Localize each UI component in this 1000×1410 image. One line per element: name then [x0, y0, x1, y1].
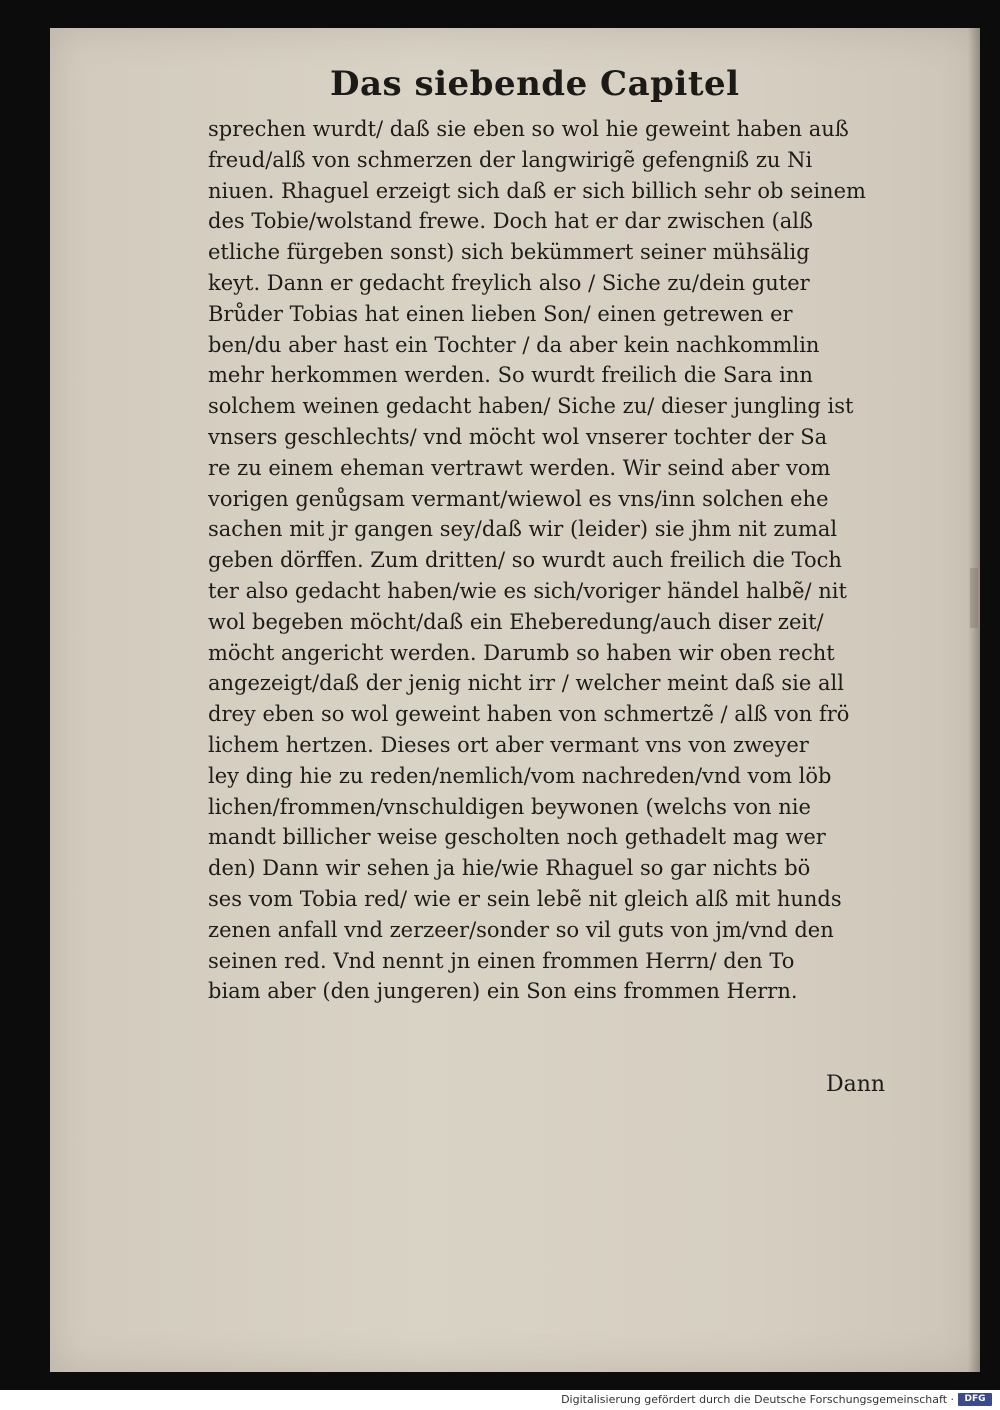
dfg-logo[interactable]: DFG: [958, 1393, 992, 1406]
text-line: seinen red. Vnd nennt jn einen frommen Herrn/ den To: [208, 948, 795, 973]
text-line: biam aber (den jungeren) ein Son eins frommen Herrn.: [208, 979, 798, 1004]
page-edge-shadow: [968, 28, 980, 1372]
text-line: den) Dann wir sehen ja hie/wie Rhaguel so gar nichts bö: [208, 856, 811, 881]
text-line: möcht angericht werden. Darumb so haben wir oben recht: [208, 640, 835, 665]
text-line: ben/du aber hast ein Tochter / da aber kein nachkommlin: [208, 332, 820, 357]
text-line: ses vom Tobia red/ wie er sein lebẽ nit gleich alß mit hunds: [208, 886, 842, 911]
text-line: lichem hertzen. Dieses ort aber vermant vns von zweyer: [208, 732, 809, 757]
text-line: mehr herkommen werden. So wurdt freilich die Sara inn: [208, 363, 813, 388]
text-line: niuen. Rhaguel erzeigt sich daß er sich billich sehr ob seinem: [208, 178, 866, 203]
text-line: sachen mit jr gangen sey/daß wir (leider) sie jhm nit zumal: [208, 517, 838, 542]
text-line: sprechen wurdt/ daß sie eben so wol hie geweint haben auß: [208, 117, 849, 141]
text-line: drey eben so wol geweint haben von schmertzẽ / alß von frö: [208, 702, 850, 727]
text-line: ley ding hie zu reden/nemlich/vom nachreden/vnd vom löb: [208, 763, 832, 788]
text-line: vnsers geschlechts/ vnd möcht wol vnserer tochter der Sa: [208, 424, 828, 449]
text-line: etliche fürgeben sonst) sich bekümmert seiner mühsälig: [208, 240, 810, 265]
text-line: vorigen genůgsam vermant/wiewol es vns/inn solchen ehe: [208, 486, 829, 511]
text-line: zenen anfall vnd zerzeer/sonder so vil guts von jm/vnd den: [208, 917, 834, 942]
funding-notice: Digitalisierung gefördert durch die Deutsche Forschungsgemeinschaft ·: [561, 1393, 954, 1406]
text-line: solchem weinen gedacht haben/ Siche zu/ dieser jungling ist: [208, 394, 854, 419]
text-line: re zu einem eheman vertrawt werden. Wir seind aber vom: [208, 455, 831, 480]
chapter-heading: Das siebende Capitel: [330, 64, 740, 104]
text-line: angezeigt/daß der jenig nicht irr / welcher meint daß sie all: [208, 671, 844, 696]
text-line: keyt. Dann er gedacht freylich also / Siche zu/dein guter: [208, 270, 810, 295]
footer-bar: [0, 1390, 1000, 1410]
page-stain: [970, 568, 978, 628]
text-line: Brůder Tobias hat einen lieben Son/ einen getrewen er: [208, 301, 793, 326]
text-line: ter also gedacht haben/wie es sich/voriger händel halbẽ/ nit: [208, 578, 847, 603]
text-line: des Tobie/wolstand frewe. Doch hat er dar zwischen (alß: [208, 209, 814, 234]
body-text: [208, 114, 928, 1007]
text-line: freud/alß von schmerzen der langwirigẽ gefengniß zu Ni: [208, 147, 813, 172]
text-line: mandt billicher weise gescholten noch gethadelt mag wer: [208, 825, 826, 850]
text-line: lichen/frommen/vnschuldigen beywonen (welchs von nie: [208, 794, 811, 819]
text-line: geben dörffen. Zum dritten/ so wurdt auch freilich die Toch: [208, 548, 842, 573]
catchword: Dann: [826, 1072, 886, 1097]
text-line: wol begeben möcht/daß ein Eheberedung/auch diser zeit/: [208, 609, 824, 634]
